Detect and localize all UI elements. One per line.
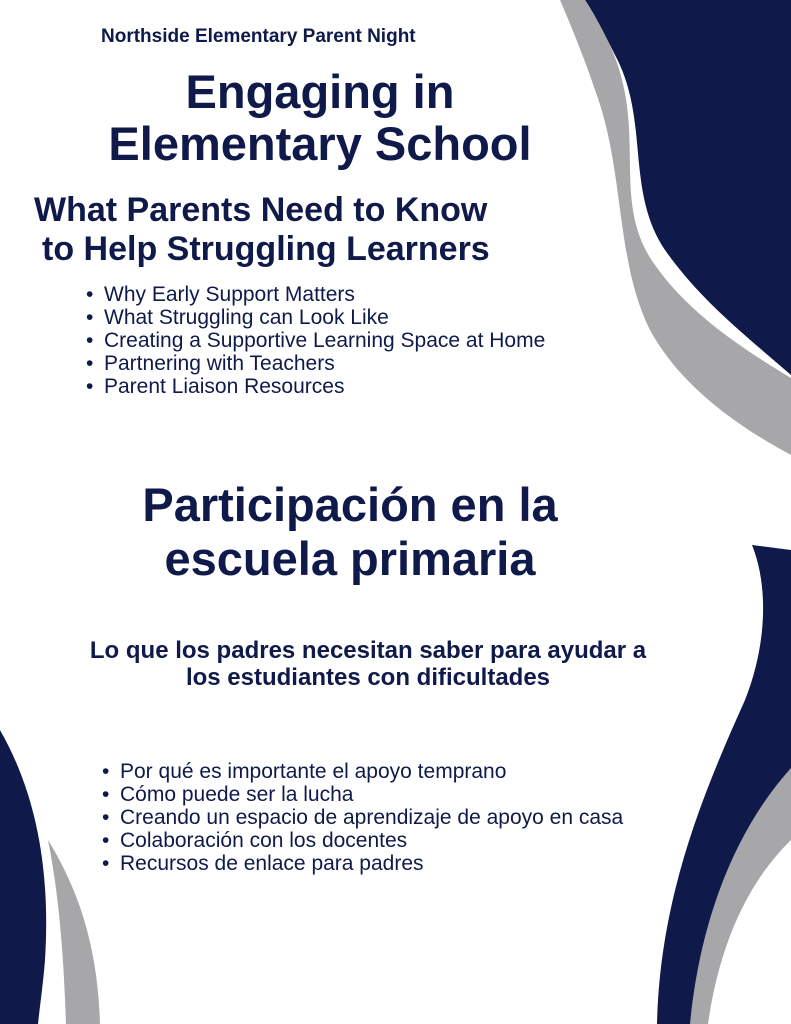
list-item: • Creando un espacio de aprendizaje de apoyo en casa: [100, 806, 700, 829]
english-topic-list: [84, 283, 684, 398]
list-item: • Colaboración con los docentes: [100, 829, 700, 852]
spanish-subtitle: Lo que los padres necesitan saber para ayudar a los estudiantes con dificultades: [89, 637, 647, 691]
list-item: • Por qué es importante el apoyo temprano: [100, 760, 700, 783]
list-item: • Parent Liaison Resources: [84, 375, 684, 398]
english-subtitle-line-2: to Help Struggling Learners: [42, 230, 490, 268]
english-subtitle-line-1: What Parents Need to Know: [34, 191, 488, 229]
spanish-topic-list: [100, 760, 700, 875]
english-subtitle: [34, 191, 634, 269]
list-item: • Cómo puede ser la lucha: [100, 783, 700, 806]
list-item: • Why Early Support Matters: [84, 283, 684, 306]
event-name: Northside Elementary Parent Night: [101, 26, 416, 47]
list-item: • Partnering with Teachers: [84, 352, 684, 375]
english-title: Engaging in Elementary School: [108, 65, 532, 170]
spanish-title: Participación en la escuela primaria: [142, 478, 558, 585]
bottom-left-gray-swoosh: [48, 840, 100, 1024]
list-item: • Creating a Supportive Learning Space at Home: [84, 329, 684, 352]
bottom-left-navy-swoosh: [0, 730, 46, 1024]
list-item: • What Struggling can Look Like: [84, 306, 684, 329]
list-item: • Recursos de enlace para padres: [100, 852, 700, 875]
